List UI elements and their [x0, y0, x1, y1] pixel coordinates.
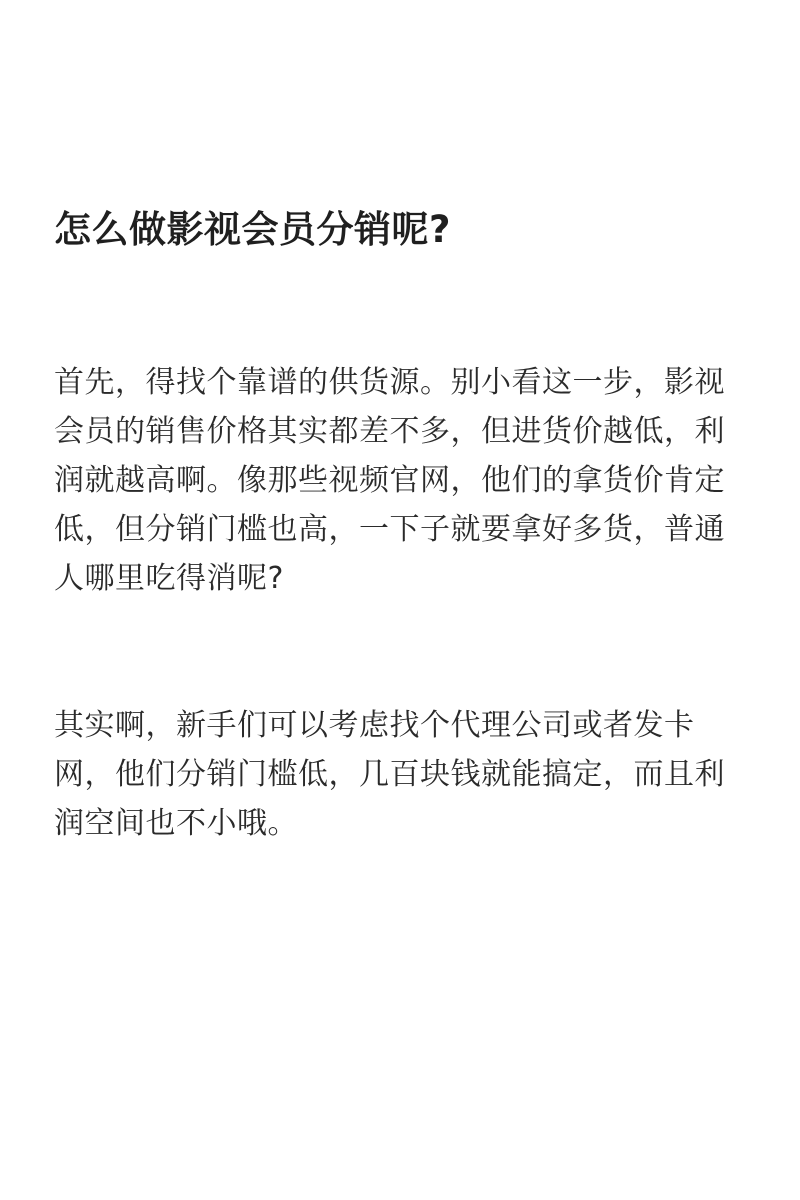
- article-title: 怎么做影视会员分销呢?: [54, 208, 451, 251]
- article-paragraph-2: 其实啊，新手们可以考虑找个代理公司或者发卡网，他们分销门槛低，几百块钱就能搞定，而且利润空间也不小哦。: [54, 708, 725, 841]
- article-paragraph-1: 首先，得找个靠谱的供货源。别小看这一步，影视会员的销售价格其实都差不多，但进货价越低，利润就越高啊。像那些视频官网，他们的拿货价肯定低，但分销门槛也高，一下子就要拿好多货，普通人哪里吃得消呢?: [54, 365, 725, 596]
